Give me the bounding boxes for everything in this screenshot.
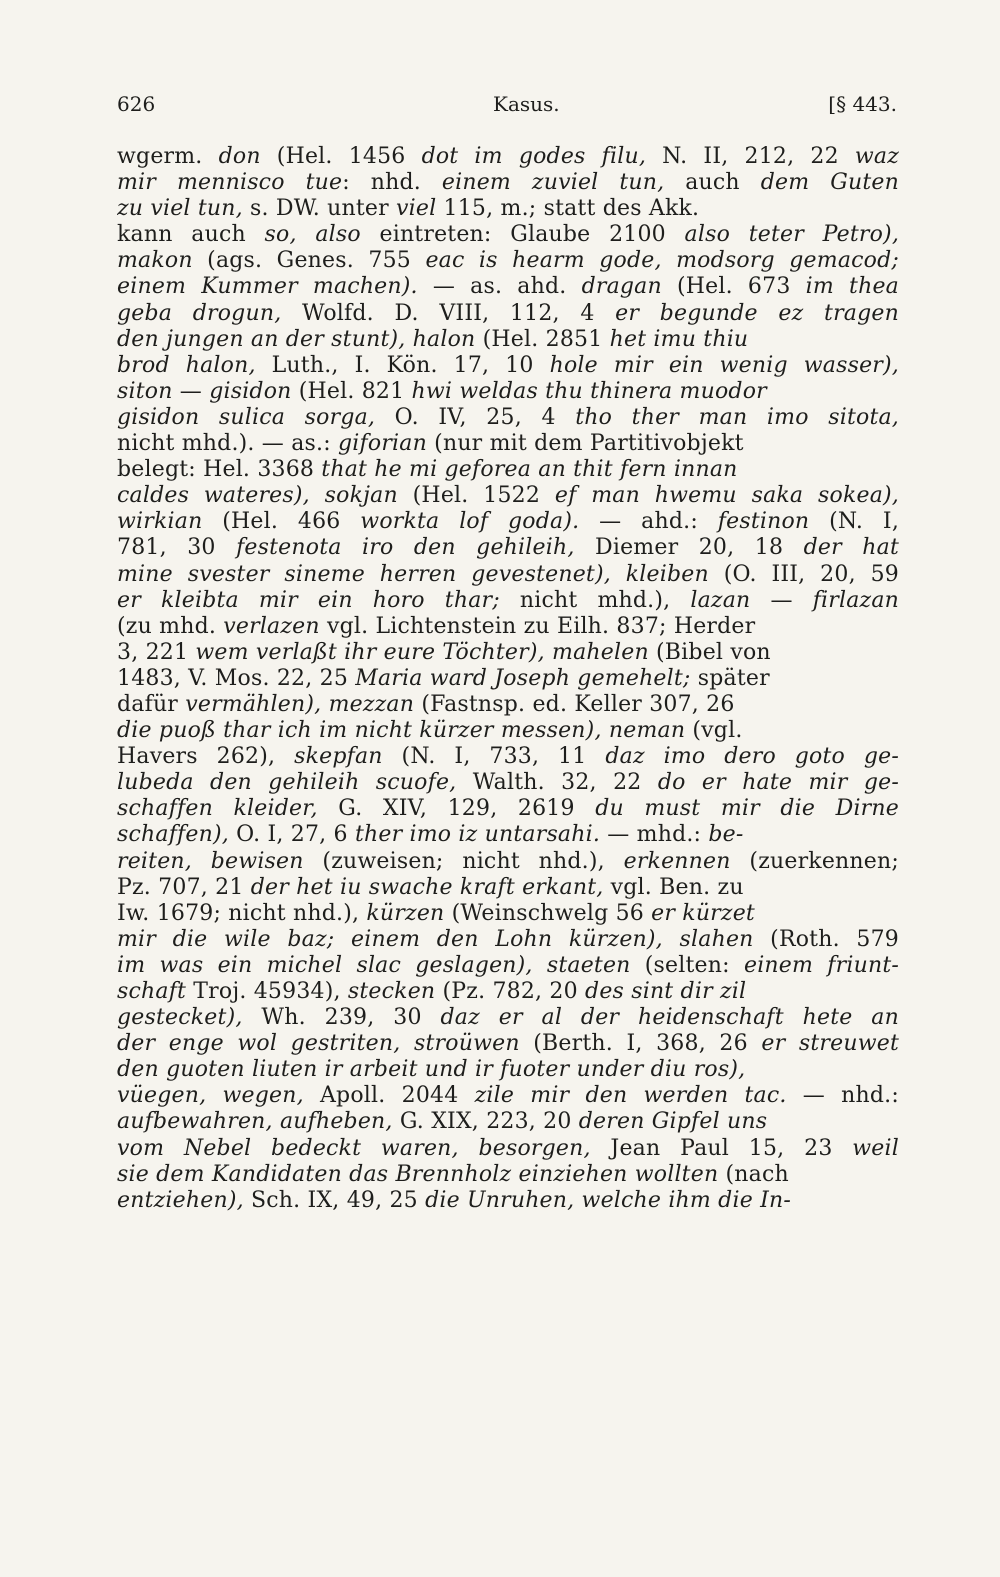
- text-line: [117, 666, 899, 692]
- text-run: (Weinschwelg 56: [444, 900, 652, 926]
- text-run: Troj. 45934),: [186, 979, 348, 1004]
- text-run: (ags. Genes. 755: [192, 248, 426, 274]
- italic-run: waz: [854, 144, 899, 169]
- italic-run: tho ther man imo sitota,: [575, 404, 899, 430]
- italic-run: schaffen kleider,: [117, 796, 318, 822]
- italic-run: deren Gipfel uns: [578, 1109, 768, 1135]
- text-run: (Bibel von: [648, 639, 771, 665]
- italic-run: mir mennisco tue: [117, 170, 343, 196]
- italic-run: halon: [412, 326, 476, 352]
- running-title: Kasus.: [493, 92, 560, 116]
- italic-run: skepfan: [294, 744, 383, 770]
- text-line: [117, 170, 899, 196]
- italic-run: den guoten liuten ir arbeit und ir fuoter under diu ros),: [117, 1057, 746, 1083]
- italic-run: sokjan: [324, 483, 398, 509]
- text-run: 781, 30: [117, 535, 237, 561]
- text-run: — ahd.:: [579, 509, 718, 535]
- italic-run: neman: [608, 718, 686, 744]
- text-run: [545, 640, 552, 665]
- page-number: 626: [117, 92, 156, 116]
- text-run: G. XIX, 223, 20: [392, 1109, 579, 1135]
- text-run: [602, 718, 609, 743]
- italic-run: entziehen),: [117, 1187, 244, 1213]
- text-line: [117, 483, 899, 509]
- italic-run: so, also: [264, 222, 361, 248]
- text-run: (Hel. 466: [202, 509, 361, 535]
- text-run: (Fastnsp. ed. Keller 307, 26: [414, 691, 735, 717]
- text-run: kann auch: [117, 222, 265, 248]
- text-line: [117, 1109, 899, 1135]
- text-run: — nhd.:: [786, 1083, 899, 1109]
- italic-run: brod halon,: [117, 352, 256, 378]
- italic-run: im thea: [805, 274, 899, 300]
- italic-run: vüegen, wegen,: [117, 1083, 304, 1109]
- text-line: [117, 301, 899, 327]
- text-line: [117, 770, 899, 796]
- text-run: Wh. 239, 30: [242, 1005, 441, 1031]
- text-line: [117, 849, 899, 875]
- text-run: (Hel. 2851: [475, 326, 610, 352]
- italic-run: be-: [708, 822, 744, 848]
- text-line: [117, 588, 899, 614]
- italic-run: giforian: [338, 431, 427, 457]
- italic-run: lazan: [690, 587, 751, 613]
- text-run: vgl. Ben. zu: [603, 874, 744, 900]
- italic-run: kürzen: [366, 900, 445, 926]
- italic-run: der hat: [803, 535, 899, 561]
- italic-run: hwi weldas thu thinera muodor: [411, 378, 767, 404]
- italic-run: firlazan: [812, 587, 899, 613]
- italic-run: sie dem Kandidaten das Brennholz einziehen wollten: [117, 1161, 719, 1187]
- italic-run: Maria ward Joseph gemehelt;: [355, 665, 691, 691]
- text-line: [117, 875, 899, 901]
- text-run: (zu mhd.: [117, 613, 224, 639]
- text-line: [117, 979, 899, 1005]
- italic-run: schaft: [117, 979, 187, 1004]
- italic-run: don: [218, 144, 261, 169]
- italic-run: er begunde ez tragen: [615, 300, 899, 326]
- italic-run: die Unruhen, welche ihm die In-: [425, 1187, 792, 1213]
- text-run: nicht mhd.),: [499, 587, 691, 613]
- text-line: [117, 1083, 899, 1109]
- italic-run: im was ein michel slac geslagen),: [117, 952, 533, 978]
- text-line: [117, 196, 899, 222]
- text-run: —: [172, 378, 210, 404]
- text-line: [117, 1005, 899, 1031]
- italic-run: des sint dir zil: [585, 979, 747, 1004]
- italic-run: aufbewahren, aufheben,: [117, 1109, 393, 1135]
- italic-run: weil: [852, 1135, 899, 1161]
- italic-run: zile mir den werden tac.: [474, 1083, 787, 1109]
- italic-run: wem verlaßt ihr eure Töchter),: [195, 639, 545, 665]
- text-line: [117, 562, 899, 588]
- text-line: [117, 509, 899, 535]
- text-run: 1483, V. Mos. 22, 25: [117, 665, 356, 691]
- italic-run: dragan: [581, 274, 662, 300]
- italic-run: het imu thiu: [609, 326, 749, 352]
- text-run: Apoll. 2044: [303, 1083, 475, 1109]
- text-run: [611, 562, 626, 587]
- text-run: (Pz. 782, 20: [435, 979, 586, 1004]
- italic-run: ef man hwemu saka sokea),: [554, 483, 899, 509]
- text-run: Iw. 1679; nicht nhd.),: [117, 900, 367, 926]
- text-run: nicht mhd.). — as.:: [117, 431, 339, 457]
- italic-run: makon: [117, 248, 193, 274]
- text-run: [533, 953, 547, 978]
- italic-run: einem friunt-: [743, 952, 899, 978]
- text-run: (zuerkennen;: [730, 848, 899, 874]
- italic-run: einem Kummer machen).: [117, 274, 418, 300]
- text-run: (N. I,: [809, 509, 899, 535]
- text-run: belegt: Hel. 3368: [117, 457, 322, 483]
- text-run: Sch. IX, 49, 25: [243, 1187, 426, 1213]
- italic-run: er streuwet: [761, 1031, 899, 1057]
- italic-run: hole mir ein wenig wasser),: [549, 352, 899, 378]
- text-run: (Roth. 579: [753, 926, 899, 952]
- text-run: [663, 927, 680, 952]
- italic-run: workta lof goda).: [360, 509, 580, 535]
- text-line: [117, 953, 899, 979]
- text-line: [117, 144, 899, 170]
- text-run: (Hel. 673: [661, 274, 806, 300]
- italic-run: erkennen: [623, 848, 731, 874]
- text-line: [117, 1057, 899, 1083]
- text-run: G. XIV, 129, 2619: [317, 796, 596, 822]
- text-line: [117, 535, 899, 561]
- text-line: [117, 379, 899, 405]
- text-line: [117, 222, 899, 248]
- italic-run: do er hate mir ge-: [657, 770, 899, 796]
- text-run: (zuweisen; nicht nhd.),: [303, 848, 624, 874]
- text-line: [117, 1188, 899, 1214]
- text-line: [117, 405, 899, 431]
- text-run: Jean Paul 15, 23: [590, 1135, 853, 1161]
- text-run: (Hel. 821: [291, 378, 412, 404]
- text-line: [117, 353, 899, 379]
- text-run: Pz. 707, 21: [117, 874, 251, 900]
- text-line: [117, 927, 899, 953]
- text-run: (nur mit dem Partitivobjekt: [426, 431, 744, 457]
- italic-run: stecken: [347, 979, 436, 1004]
- italic-run: kleiben: [625, 561, 709, 587]
- italic-run: reiten, bewisen: [117, 848, 304, 874]
- text-run: Havers 262),: [117, 744, 295, 770]
- italic-run: dem Guten: [760, 170, 899, 196]
- text-line: [117, 692, 899, 718]
- text-run: — as. ahd.: [417, 274, 582, 300]
- italic-run: caldes wateres),: [117, 483, 310, 509]
- text-run: [405, 327, 412, 352]
- text-run: —: [750, 587, 813, 613]
- italic-run: that he mi geforea an thit fern innan: [321, 457, 738, 483]
- italic-run: vom Nebel bedeckt waren, besorgen,: [117, 1135, 591, 1161]
- text-line: [117, 901, 899, 927]
- text-run: Diemer 20, 18: [574, 535, 804, 561]
- text-run: (N. I, 733, 11: [382, 744, 606, 770]
- italic-run: wirkian: [117, 509, 203, 535]
- text-run: [310, 483, 325, 508]
- italic-run: du must mir die Dirne: [595, 796, 899, 822]
- text-line: [117, 796, 899, 822]
- text-line: [117, 248, 899, 274]
- italic-run: daz imo dero goto ge-: [605, 744, 899, 770]
- text-line: [117, 744, 899, 770]
- italic-run: ther imo iz untarsahi.: [354, 822, 601, 848]
- italic-run: gisidon: [209, 378, 292, 404]
- text-line: [117, 822, 899, 848]
- text-run: (Hel. 1456: [260, 144, 422, 169]
- text-line: [117, 718, 899, 744]
- text-line: [117, 640, 899, 666]
- text-run: Wolfd. D. VIII, 112, 4: [281, 300, 616, 326]
- text-run: N. II, 212, 22: [646, 144, 855, 169]
- text-run: auch: [664, 170, 761, 196]
- italic-run: staeten: [546, 952, 631, 978]
- text-line: [117, 431, 899, 457]
- italic-run: der enge wol gestriten,: [117, 1031, 401, 1057]
- text-run: — mhd.:: [600, 822, 709, 848]
- italic-run: mir die wile baz; einem den Lohn kürzen),: [117, 926, 663, 952]
- text-run: (O. III, 20, 59: [708, 561, 899, 587]
- text-run: vgl. Lichtenstein zu Eilh. 837; Herder: [319, 613, 756, 639]
- italic-run: mine svester sineme herren gevestenet),: [117, 561, 611, 587]
- text-run: [321, 692, 328, 717]
- text-run: später: [690, 665, 770, 691]
- text-line: [117, 457, 899, 483]
- italic-run: er kürzet: [651, 900, 755, 926]
- text-run: O. I, 27, 6: [228, 822, 355, 848]
- italic-run: dot im godes filu,: [421, 144, 647, 169]
- italic-run: festinon: [717, 509, 810, 535]
- italic-run: er kleibta mir ein horo thar;: [117, 587, 500, 613]
- text-run: wgerm.: [117, 144, 219, 169]
- text-line: [117, 1031, 899, 1057]
- italic-run: slahen: [679, 926, 754, 952]
- text-run: (selten:: [630, 952, 744, 978]
- italic-run: den jungen an der stunt),: [117, 326, 406, 352]
- italic-run: stroüwen: [414, 1031, 520, 1057]
- italic-run: lubeda den gehileih scuofe,: [117, 770, 457, 796]
- text-run: (vgl.: [685, 718, 743, 744]
- italic-run: die puoß thar ich im nicht kürzer messen),: [117, 718, 602, 744]
- italic-run: daz er al der heidenschaft hete an: [440, 1005, 899, 1031]
- italic-run: einem zuviel tun,: [441, 170, 665, 196]
- italic-run: mezzan: [328, 691, 415, 717]
- text-run: O. IV, 25, 4: [375, 404, 576, 430]
- italic-run: siton: [117, 378, 173, 404]
- text-run: Walth. 32, 22: [456, 770, 658, 796]
- running-header: [117, 92, 897, 122]
- italic-run: viel: [396, 196, 437, 222]
- text-line: [117, 274, 899, 300]
- italic-run: geba drogun,: [117, 300, 282, 326]
- italic-run: der het iu swache kraft erkant,: [250, 874, 604, 900]
- text-run: (Berth. I, 368, 26: [519, 1031, 762, 1057]
- text-line: [117, 614, 899, 640]
- text-run: 3, 221: [117, 639, 196, 665]
- text-run: s. DW. unter: [242, 196, 397, 222]
- italic-run: zu viel tun,: [117, 196, 243, 222]
- text-run: [400, 1031, 414, 1056]
- italic-run: verlazen: [223, 613, 320, 639]
- text-line: [117, 1162, 899, 1188]
- text-run: 115, m.; statt des Akk.: [436, 196, 700, 222]
- italic-run: gisidon sulica sorga,: [117, 404, 376, 430]
- italic-run: eac is hearm gode, modsorg gemacod;: [425, 248, 899, 274]
- text-run: (nach: [718, 1161, 789, 1187]
- italic-run: vermählen),: [185, 691, 322, 717]
- italic-run: schaffen),: [117, 822, 229, 848]
- text-line: [117, 327, 899, 353]
- text-run: (Hel. 1522: [397, 483, 555, 509]
- text-run: : nhd.: [342, 170, 442, 196]
- text-run: eintreten: Glaube 2100: [360, 222, 685, 248]
- body-text: [117, 144, 899, 1214]
- italic-run: mahelen: [552, 639, 649, 665]
- italic-run: festenota iro den gehileih,: [236, 535, 575, 561]
- italic-run: also teter Petro),: [684, 222, 899, 248]
- text-run: Luth., I. Kön. 17, 10: [255, 352, 550, 378]
- section-reference: [§ 443.: [828, 92, 897, 116]
- text-run: dafür: [117, 691, 186, 717]
- italic-run: gestecket),: [117, 1005, 243, 1031]
- text-line: [117, 1136, 899, 1162]
